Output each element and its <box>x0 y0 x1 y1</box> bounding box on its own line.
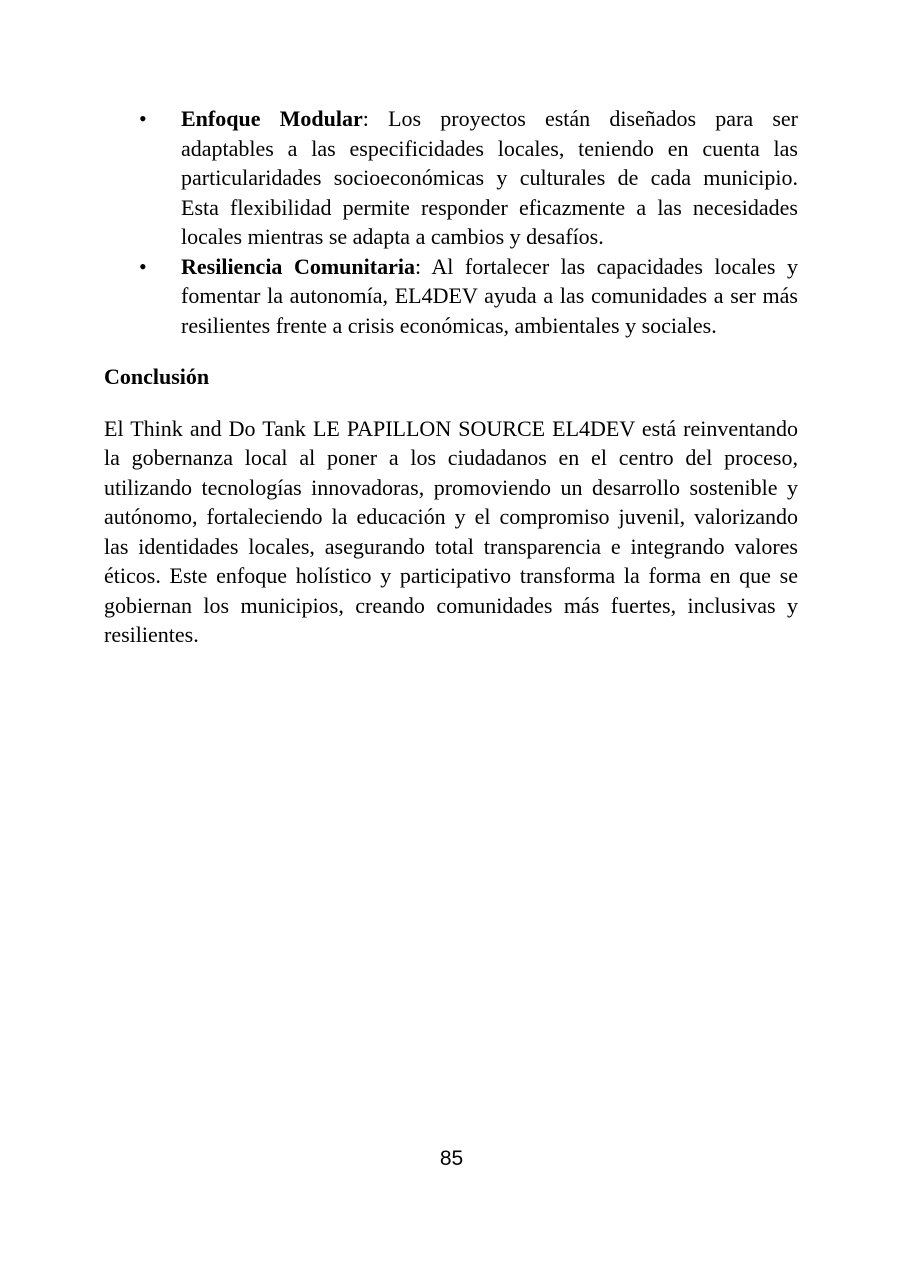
list-item-term: Resiliencia Comunitaria <box>181 253 415 279</box>
list-item-text: Los proyectos están diseñados para ser adaptables a las especificidades locales, teniendo en cuenta las particularidades socioeconómicas y culturales de cada municipio. Esta flexibilidad permite responder eficazmente a las necesidades locales mientras se adapta a cambios y desafíos. <box>181 106 798 249</box>
list-item-separator: : <box>362 106 389 131</box>
bullet-point-icon: • <box>139 253 147 279</box>
list-item-separator: : <box>414 253 432 279</box>
bullet-point-icon: • <box>139 106 147 131</box>
list-item <box>104 252 798 341</box>
section-heading-conclusion: Conclusión <box>104 364 210 389</box>
list-item-text: Al fortalecer las capacidades locales y fomentar la autonomía, EL4DEV ayuda a las comunidades a ser más resilientes frente a crisis económicas, ambientales y sociales. <box>181 253 798 338</box>
feature-bullet-list <box>104 104 798 340</box>
list-item-term: Enfoque Modular <box>181 106 363 131</box>
page-content <box>104 104 798 650</box>
conclusion-paragraph: El Think and Do Tank LE PAPILLON SOURCE EL4DEV está reinventando la gobernanza local al poner a los ciudadanos en el centro del proceso, utilizando tecnologías innovadoras, promoviendo un desarrollo sostenible y autónomo, fortaleciendo la educación y el compromiso juvenil, valorizando las identidades locales, asegurando total transparencia e integrando valores éticos. Este enfoque holístico y participativo transforma la forma en que se gobiernan los municipios, creando comunidades más fuertes, inclusivas y resilientes. <box>104 415 798 647</box>
list-item <box>104 104 798 252</box>
page-number: 85 <box>439 1147 464 1170</box>
